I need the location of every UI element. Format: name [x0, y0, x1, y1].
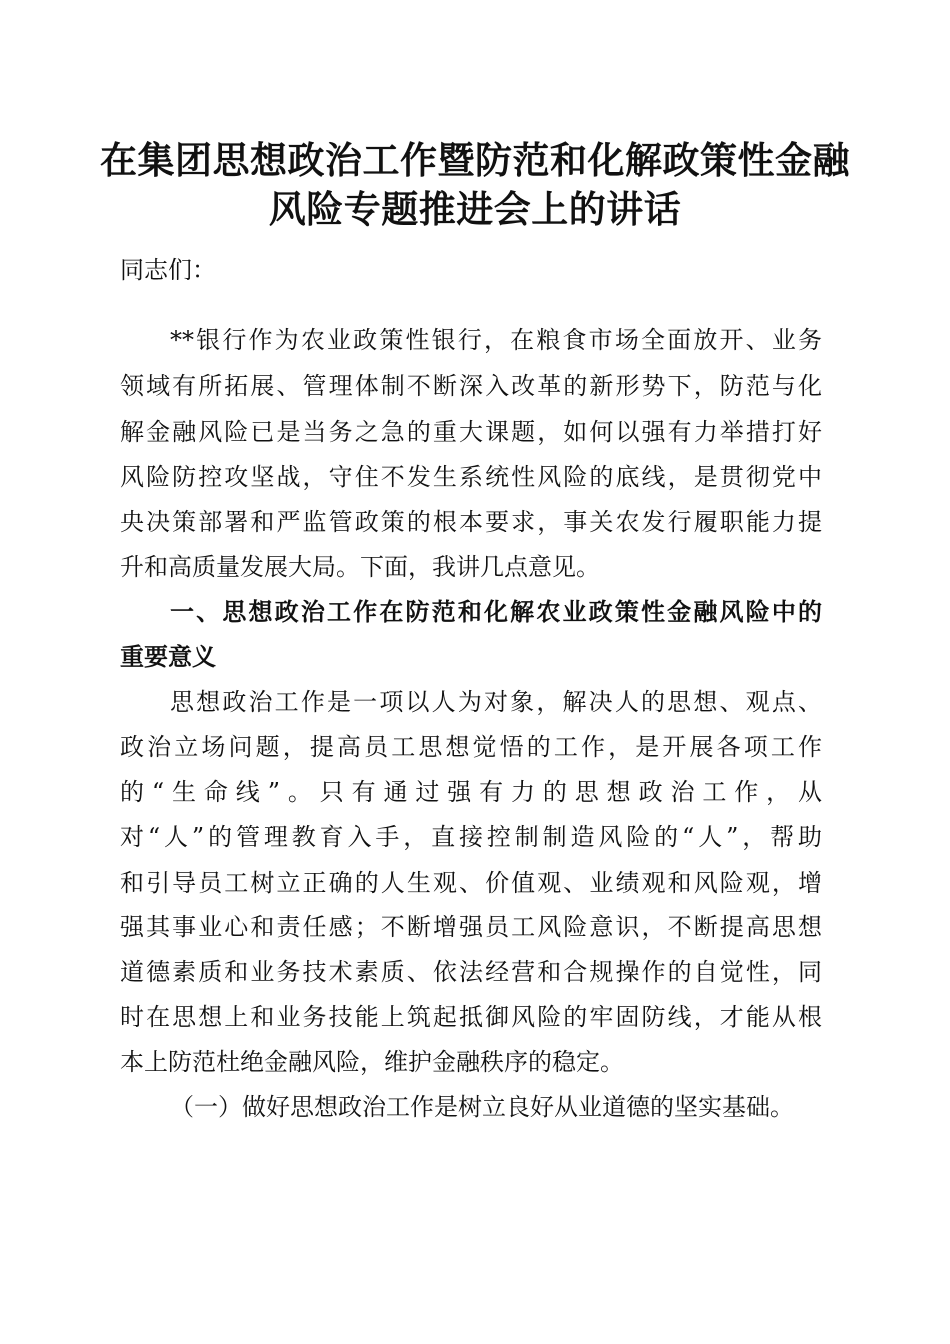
intro-line-5: 央决策部署和严监管政策的根本要求，事关农发行履职能力提 [120, 508, 822, 536]
section-1-body-line-6: 强其事业心和责任感；不断增强员工风险意识，不断提高思想 [120, 913, 822, 941]
document-title-line-1: 在集团思想政治工作暨防范和化解政策性金融 [100, 138, 850, 182]
document-title-line-2: 风险专题推进会上的讲话 [268, 187, 682, 231]
section-1-body-line-8: 时在思想上和业务技能上筑起抵御风险的牢固防线，才能从根 [120, 1003, 822, 1031]
section-1-body-line-7: 道德素质和业务技术素质、依法经营和合规操作的自觉性，同 [120, 958, 822, 986]
intro-line-6: 升和高质量发展大局。下面，我讲几点意见。 [120, 553, 600, 581]
intro-line-1: **银行作为农业政策性银行，在粮食市场全面放开、业务 [170, 326, 822, 354]
intro-line-3: 解金融风险已是当务之急的重大课题，如何以强有力举措打好 [120, 418, 822, 446]
intro-line-2: 领域有所拓展、管理体制不断深入改革的新形势下，防范与化 [120, 372, 822, 400]
intro-line-4: 风险防控攻坚战，守住不发生系统性风险的底线，是贯彻党中 [120, 463, 822, 491]
section-1-body-line-4: 对“人”的管理教育入手，直接控制制造风险的“人”，帮助 [120, 823, 822, 851]
section-1-heading-line-1: 一、思想政治工作在防范和化解农业政策性金融风险中的 [170, 598, 822, 626]
section-1-body-line-9: 本上防范杜绝金融风险，维护金融秩序的稳定。 [120, 1048, 624, 1076]
section-1-heading-line-2: 重要意义 [120, 643, 216, 671]
salutation: 同志们： [120, 256, 216, 284]
section-1-body-line-3: 的“生命线”。只有通过强有力的思想政治工作，从 [120, 778, 822, 806]
section-1-body-line-2: 政治立场问题，提高员工思想觉悟的工作，是开展各项工作 [120, 733, 822, 761]
section-1-body-line-5: 和引导员工树立正确的人生观、价值观、业绩观和风险观，增 [120, 869, 822, 897]
section-1-body-line-1: 思想政治工作是一项以人为对象，解决人的思想、观点、 [170, 688, 822, 716]
subsection-1-heading: （一）做好思想政治工作是树立良好从业道德的坚实基础。 [170, 1093, 794, 1121]
